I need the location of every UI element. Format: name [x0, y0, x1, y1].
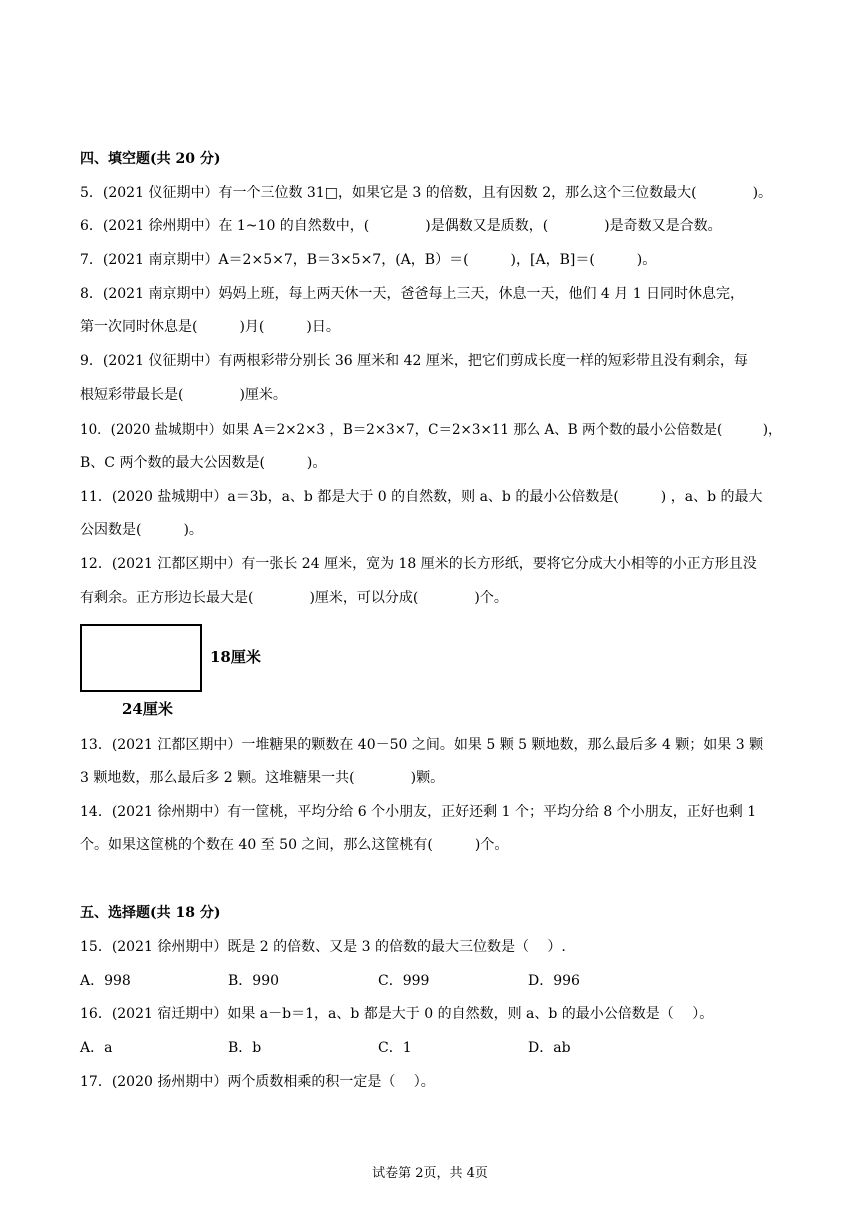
section-heading-multiple-choice: 五、选择题(共 18 分) — [80, 905, 221, 921]
question-8-line-2: 第一次同时休息是( )月( )日。 — [80, 319, 340, 335]
question-7: 7．(2021 南京期中）A＝2×5×7，B＝3×5×7，(A，B）＝( )，[A，B]＝( )。 — [80, 252, 657, 268]
question-17: 17．(2020 扬州期中）两个质数相乘的积一定是（ ）。 — [80, 1074, 435, 1090]
question-11-line-1: 11．(2020 盐城期中）a＝3b，a、b 都是大于 0 的自然数，则 a、b 的最小公倍数是( ) ，a、b 的最大 — [80, 489, 763, 505]
question-9-line-2: 根短彩带最长是( )厘米。 — [80, 387, 287, 403]
rectangle-paper-figure — [80, 624, 202, 692]
page-footer: 试卷第 2页，共 4页 — [372, 1166, 488, 1181]
question-10-line-2: B、C 两个数的最大公因数是( )。 — [80, 455, 327, 471]
question-12-line-1: 12．(2021 江都区期中）有一张长 24 厘米，宽为 18 厘米的长方形纸，要将它分成大小相等的小正方形且没 — [80, 556, 757, 572]
question-6: 6．(2021 徐州期中）在 1~10 的自然数中，( )是偶数又是质数，( )是奇数又是合数。 — [80, 218, 722, 234]
q16-option-d: D．ab — [528, 1040, 571, 1056]
question-5: 5．(2021 仪征期中）有一个三位数 31□，如果它是 3 的倍数，且有因数 2，那么这个三位数最大( )。 — [80, 185, 773, 201]
question-13-line-2: 3 颗地数，那么最后多 2 颗。这堆糖果一共( )颗。 — [80, 770, 445, 786]
figure-width-label: 24厘米 — [122, 700, 173, 718]
question-10-line-1: 10．(2020 盐城期中）如果 A＝2×2×3 ，B＝2×3×7，C＝2×3×11 那么 A、B 两个数的最小公倍数是( )， — [80, 422, 782, 438]
question-12-line-2: 有剩余。正方形边长最大是( )厘米，可以分成( )个。 — [80, 590, 508, 606]
q15-option-b: B．990 — [228, 973, 280, 989]
question-15: 15．(2021 徐州期中）既是 2 的倍数、又是 3 的倍数的最大三位数是（ ）. — [80, 939, 566, 955]
q16-option-b: B．b — [228, 1040, 262, 1056]
q15-option-c: C．999 — [378, 973, 430, 989]
section-heading-fill-in: 四、填空题(共 20 分) — [80, 151, 221, 167]
q15-option-d: D．996 — [528, 973, 580, 989]
figure-height-label: 18厘米 — [210, 648, 261, 666]
question-13-line-1: 13．(2021 江都区期中）一堆糖果的颗数在 40－50 之间。如果 5 颗 5 颗地数，那么最后多 4 颗；如果 3 颗 — [80, 737, 764, 753]
q16-option-a: A．a — [80, 1040, 113, 1056]
question-8-line-1: 8．(2021 南京期中）妈妈上班，每上两天休一天，爸爸每上三天，休息一天，他们 4 月 1 日同时休息完， — [80, 286, 745, 302]
q15-option-a: A．998 — [80, 973, 131, 989]
question-14-line-2: 个。如果这筐桃的个数在 40 至 50 之间，那么这筐桃有( )个。 — [80, 837, 509, 853]
question-11-line-2: 公因数是( )。 — [80, 522, 203, 538]
question-16: 16．(2021 宿迁期中）如果 a－b＝1，a、b 都是大于 0 的自然数，则 a、b 的最小公倍数是（ ）。 — [80, 1006, 714, 1022]
question-14-line-1: 14．(2021 徐州期中）有一筐桃，平均分给 6 个小朋友，正好还剩 1 个；平均分给 8 个小朋友，正好也剩 1 — [80, 804, 757, 820]
question-9-line-1: 9．(2021 仪征期中）有两根彩带分别长 36 厘米和 42 厘米，把它们剪成长度一样的短彩带且没有剩余，每 — [80, 353, 748, 369]
q16-option-c: C．1 — [378, 1040, 412, 1056]
